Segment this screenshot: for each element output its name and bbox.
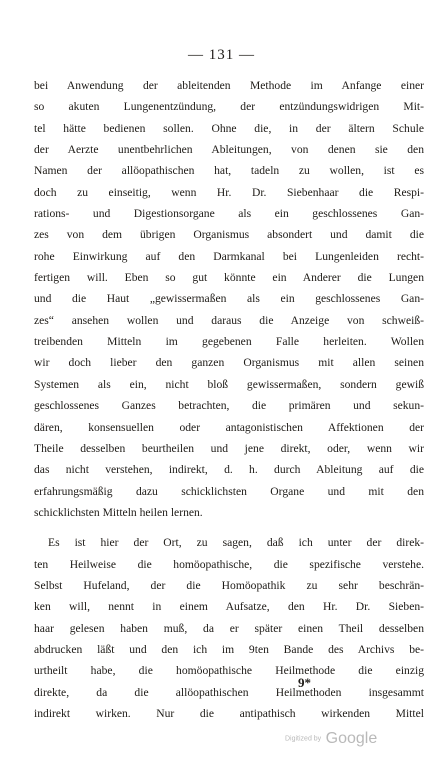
paragraph (34, 532, 424, 724)
google-logo: Google (325, 730, 378, 747)
page-number: — 131 — (188, 47, 255, 63)
text-line: so akuten Lungenentzündung, der entzündungswidrigen Mit- (34, 100, 424, 114)
watermark-prefix: Digitized by (285, 735, 322, 743)
text-line: schicklichsten Mitteln heilen lernen. (34, 505, 203, 519)
text-line: Namen der allöopathischen hat, tadeln zu wollen, ist es (34, 164, 424, 178)
text-line: Systemen als ein, nicht bloß gewissermaßen, sondern gewiß (34, 377, 424, 391)
text-line: das nicht verstehen, indirekt, d. h. durch Ableitung auf die (34, 463, 424, 477)
text-line: abdrucken läßt und den ich im 9ten Bande des Archivs be- (34, 642, 424, 656)
signature-mark: 9* (298, 675, 311, 690)
text-line: Theile desselben beurtheilen und jene direkt, oder, wenn wir (34, 441, 424, 455)
text-line: rations- und Digestionsorgane als ein geschlossenes Gan- (34, 207, 424, 221)
text-line: ken will, nennt in einem Aufsatze, den Hr. Dr. Sieben- (34, 600, 424, 614)
text-line: fertigen will. Eben so gut könnte ein Anderer die Lungen (34, 271, 424, 285)
digitized-watermark (285, 730, 377, 748)
paragraph (34, 75, 424, 523)
text-line: zes von dem übrigen Organismus absondert und damit die (34, 228, 424, 242)
text-line: indirekt wirken. Nur die antipathisch wirkenden Mittel (34, 706, 424, 720)
text-line: der Aerzte unentbehrlichen Ableitungen, von denen sie den (34, 143, 424, 157)
text-line: dären, konsensuellen oder antagonistischen Affektionen der (34, 420, 424, 434)
text-line: haar gelesen haben muß, da er später einen Theil desselben (34, 621, 424, 635)
text-line: zes“ ansehen wollen und daraus die Anzeige von schweiß- (34, 313, 424, 327)
text-line: doch zu einseitig, wenn Hr. Dr. Siebenhaar die Respi- (34, 185, 424, 199)
text-line: ten Heilweise die homöopathische, die spezifische verstehe. (34, 557, 424, 571)
text-line: treibenden Mitteln im gegebenen Falle herleiten. Wollen (34, 335, 424, 349)
text-line: Es ist hier der Ort, zu sagen, daß ich unter der direk- (48, 536, 424, 550)
text-line: wir doch lieber den ganzen Organismus mit allen seinen (34, 356, 424, 370)
text-line: bei Anwendung der ableitenden Methode im Anfange einer (34, 79, 424, 92)
text-line: tel hätte bedienen sollen. Ohne die, in der ältern Schule (34, 121, 424, 135)
text-line: und die Haut „gewissermaßen als ein geschlossenes Gan- (34, 292, 424, 306)
text-line: Selbst Hufeland, der die Homöopathik zu sehr beschrän- (34, 578, 424, 592)
text-line: rohe Einwirkung auf den Darmkanal bei Lungenleiden recht- (34, 249, 424, 263)
text-line: erfahrungsmäßig dazu schicklichsten Organe und mit den (34, 484, 424, 498)
text-line: urtheilt habe, die homöopathische Heilmethode die einzig (34, 664, 424, 678)
body-text (34, 75, 424, 724)
text-line: geschlossenes Ganzes betrachten, die primären und sekun- (34, 399, 424, 413)
text-line: direkte, da die allöopathischen Heilmethoden insgesammt (34, 685, 424, 699)
